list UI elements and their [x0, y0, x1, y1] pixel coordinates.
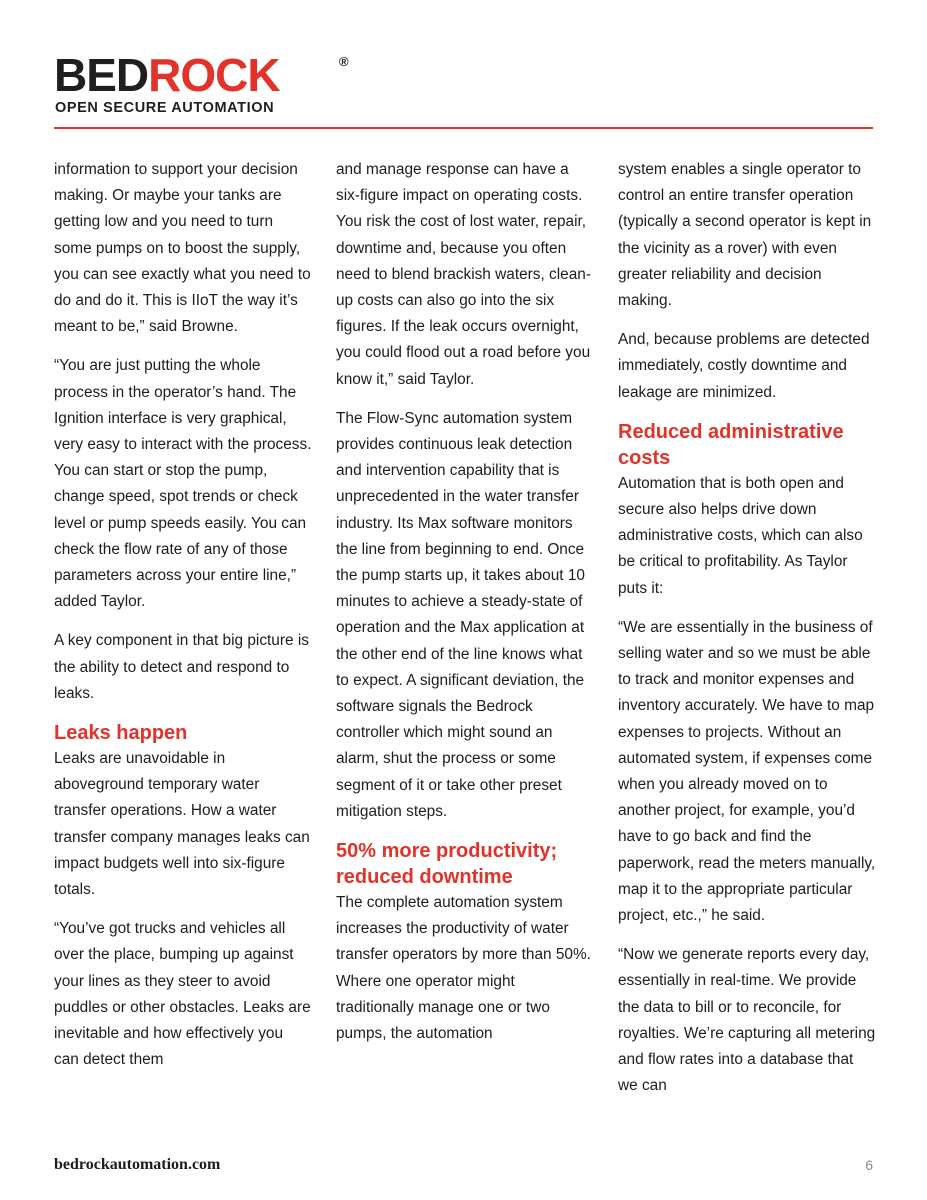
section-heading-productivity: 50% more productivity; reduced downtime [336, 840, 558, 889]
logo-wordmark-red: ROCK [148, 49, 280, 101]
paragraph: The Flow-Sync automation system provides continuous leak detection and intervention capability that is unprecedented in the water transfer industry. Its Max software monitors the line from beginning to end. Once the pump starts up, it takes about 10 minutes to achieve a steady-state of operation and the Max application at the other end of the line knows what to expect. A significant deviation, the software signals the Bedrock controller which might sound an alarm, shut the process or some segment of it or take other preset mitigation steps. [336, 409, 585, 820]
logo-tagline: OPEN SECURE AUTOMATION [55, 100, 275, 116]
section-heading-admin-costs: Reduced administrative costs [618, 420, 844, 469]
text-column-2 [336, 157, 594, 1060]
text-column-1 [54, 157, 312, 1087]
footer-website-link[interactable]: bedrockautomation.com [54, 1156, 221, 1173]
registered-mark: ® [339, 54, 349, 69]
logo-wordmark-dark: BED [54, 49, 149, 101]
paragraph: and manage response can have a six-figure impact on operating costs. You risk the cost of lost water, repair, downtime and, because you often need to blend brackish waters, clean-up costs can also go into the six figures. If the leak occurs overnight, you could flood out a road before you know it,” said Taylor. [336, 161, 591, 388]
bedrock-logo [54, 49, 354, 118]
paragraph: And, because problems are detected immediately, costly downtime and leakage are minimized. [618, 331, 870, 401]
text-column-3 [618, 157, 876, 1113]
section-heading-leaks-happen: Leaks happen [54, 722, 188, 745]
paragraph: Automation that is both open and secure also helps drive down administrative costs, which can also be critical to profitability. As Taylor puts it: [618, 474, 863, 597]
paragraph: system enables a single operator to control an entire transfer operation (typically a second operator is kept in the vicinity as a rover) with even greater reliability and decision making. [618, 161, 872, 310]
paragraph: information to support your decision making. Or maybe your tanks are getting low and you need to turn some pumps on to boost the supply, you can see exactly what you need to do and do it. This is IIoT the way it’s meant to be,” said Browne. [54, 161, 311, 336]
paragraph: The complete automation system increases the productivity of water transfer operators by more than 50%. Where one operator might traditionally manage one or two pumps, the automation [336, 894, 591, 1043]
paragraph: “You are just putting the whole process in the operator’s hand. The Ignition interface is very graphical, very easy to interact with the process. You can start or stop the pump, change speed, spot trends or check level or pump speeds easily. You can check the flow rate of any of those parameters across your entire line,” added Taylor. [54, 357, 312, 611]
logo-wordmark [54, 49, 280, 101]
paragraph: “You’ve got trucks and vehicles all over the place, bumping up against your lines as they steer to avoid puddles or other obstacles. Leaks are inevitable and how effectively you can detect them [54, 920, 311, 1069]
paragraph: A key component in that big picture is the ability to detect and respond to leaks. [54, 632, 309, 702]
page-number: 6 [865, 1157, 873, 1173]
header-divider [54, 127, 873, 129]
paragraph: Leaks are unavoidable in aboveground temporary water transfer operations. How a water transfer company manages leaks can impact budgets well into six-figure totals. [54, 750, 310, 899]
paragraph: “Now we generate reports every day, essentially in real-time. We provide the data to bill or to reconcile, for royalties. We’re capturing all metering and flow rates into a database that we can [618, 946, 876, 1095]
paragraph: “We are essentially in the business of selling water and so we must be able to track and monitor expenses and inventory accurately. We have to map expenses to projects. Without an automated system, if expenses come when you already moved on to another project, for example, you’d have to go back and find the paperwork, read the meters manually, map it to the appropriate particular project, etc.,” he said. [618, 618, 876, 925]
